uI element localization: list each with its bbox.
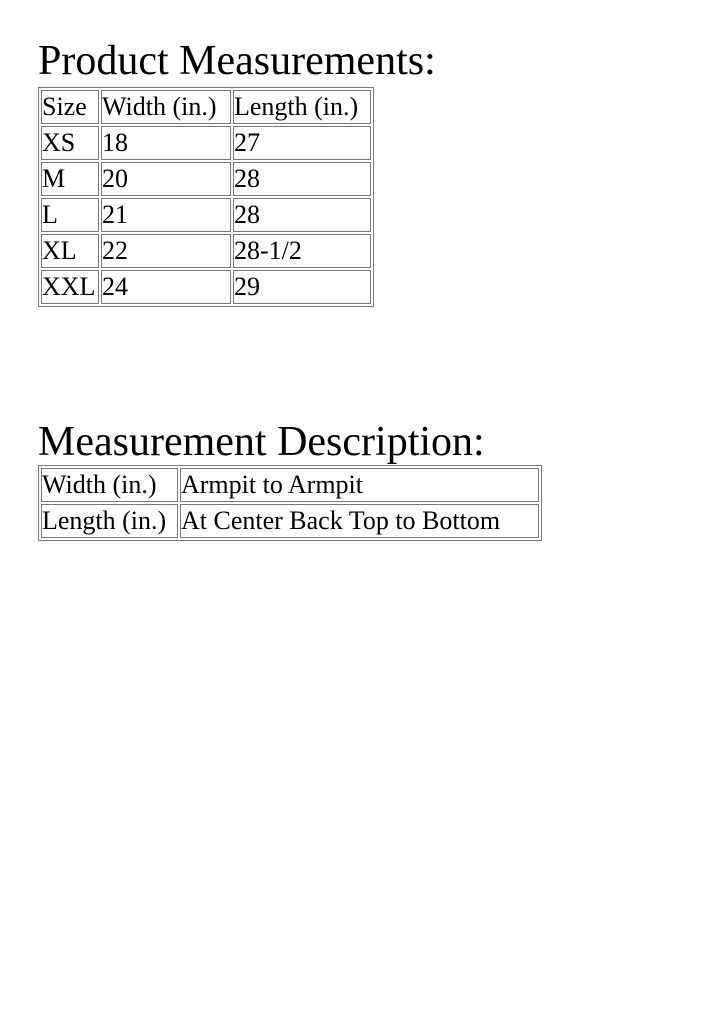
table-row: [41, 162, 371, 196]
table-row: [41, 234, 371, 268]
table-row: [41, 468, 539, 502]
size-cell: L: [41, 198, 99, 232]
table-row: [41, 504, 539, 538]
table-row: [41, 270, 371, 304]
size-cell: XL: [41, 234, 99, 268]
measure-description-cell: Armpit to Armpit: [180, 468, 539, 502]
header-cell-width: Width (in.): [101, 90, 231, 124]
table-header-row: [41, 90, 371, 124]
measure-name-cell: Length (in.): [41, 504, 178, 538]
size-cell: XXL: [41, 270, 99, 304]
description-table: [38, 465, 542, 541]
width-cell: 20: [101, 162, 231, 196]
width-cell: 18: [101, 126, 231, 160]
measurements-title: Product Measurements:: [38, 38, 436, 84]
length-cell: 28-1/2: [233, 234, 371, 268]
table-row: [41, 126, 371, 160]
size-cell: XS: [41, 126, 99, 160]
length-cell: 28: [233, 162, 371, 196]
description-title: Measurement Description:: [38, 419, 485, 465]
width-cell: 22: [101, 234, 231, 268]
length-cell: 28: [233, 198, 371, 232]
width-cell: 24: [101, 270, 231, 304]
header-cell-size: Size: [41, 90, 99, 124]
measure-name-cell: Width (in.): [41, 468, 178, 502]
measurements-table: [38, 87, 374, 307]
length-cell: 29: [233, 270, 371, 304]
table-row: [41, 198, 371, 232]
width-cell: 21: [101, 198, 231, 232]
header-cell-length: Length (in.): [233, 90, 371, 124]
measure-description-cell: At Center Back Top to Bottom: [180, 504, 539, 538]
length-cell: 27: [233, 126, 371, 160]
size-cell: M: [41, 162, 99, 196]
